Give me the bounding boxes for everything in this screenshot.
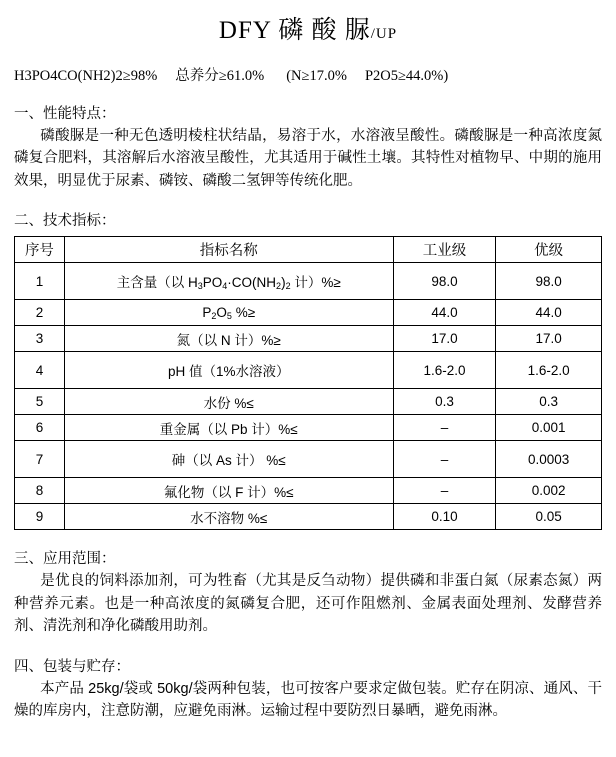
cell-premium-grade: 0.0003 xyxy=(496,441,602,478)
formula-part-2: 总养分≥61.0% xyxy=(175,68,265,84)
table-row xyxy=(15,352,602,389)
cell-no: 9 xyxy=(15,504,65,530)
cell-industrial-grade: 1.6-2.0 xyxy=(393,352,496,389)
cell-indicator-name: 砷（以 As 计） %≤ xyxy=(64,441,393,478)
table-row xyxy=(15,300,602,326)
cell-premium-grade: 98.0 xyxy=(496,263,602,300)
cell-premium-grade: 0.05 xyxy=(496,504,602,530)
cell-premium-grade: 17.0 xyxy=(496,326,602,352)
cell-indicator-name: 水份 %≤ xyxy=(64,389,393,415)
cell-no: 7 xyxy=(15,441,65,478)
cell-no: 3 xyxy=(15,326,65,352)
section-body-packaging xyxy=(14,678,602,723)
cell-indicator-name: 重金属（以 Pb 计）%≤ xyxy=(64,415,393,441)
cell-indicator-name: 氟化物（以 F 计）%≤ xyxy=(64,478,393,504)
section-body-performance-text: 磷酸脲是一种无色透明棱柱状结晶，易溶于水，水溶液呈酸性。磷酸脲是一种高浓度氮磷复合肥料，其溶解后水溶液呈酸性，尤其适用于碱性土壤。其特性对植物早、中期的施用效果，明显优于尿素、磷铵、磷酸二氢钾等传统化肥。 xyxy=(14,128,602,189)
column-header-industrial: 工业级 xyxy=(393,237,496,263)
table-row xyxy=(15,263,602,300)
specification-table xyxy=(14,236,602,530)
table-row xyxy=(15,389,602,415)
column-header-no: 序号 xyxy=(15,237,65,263)
page-title-main: DFY 磷 酸 脲 xyxy=(218,17,371,44)
cell-industrial-grade: – xyxy=(393,441,496,478)
cell-premium-grade: 1.6-2.0 xyxy=(496,352,602,389)
cell-industrial-grade: – xyxy=(393,415,496,441)
cell-no: 1 xyxy=(15,263,65,300)
document-page xyxy=(0,10,616,757)
table-row xyxy=(15,326,602,352)
cell-industrial-grade: 17.0 xyxy=(393,326,496,352)
section-heading-packaging: 四、包装与贮存： xyxy=(14,658,130,675)
cell-no: 8 xyxy=(15,478,65,504)
formula-part-4: P2O5≥44.0%) xyxy=(364,68,449,84)
cell-premium-grade: 0.002 xyxy=(496,478,602,504)
page-title-sub: /UP xyxy=(370,26,398,42)
formula-part-1: H3PO4CO(NH2)2≥98% xyxy=(14,68,158,84)
column-header-premium: 优级 xyxy=(496,237,602,263)
section-heading-specs: 二、技术指标： xyxy=(14,213,116,230)
table-body xyxy=(15,237,602,530)
cell-industrial-grade: 0.10 xyxy=(393,504,496,530)
table-row xyxy=(15,504,602,530)
cell-industrial-grade: – xyxy=(393,478,496,504)
cell-no: 6 xyxy=(15,415,65,441)
cell-industrial-grade: 44.0 xyxy=(393,300,496,326)
formula-part-3: (N≥17.0% xyxy=(286,68,347,84)
section-heading-application: 三、应用范围： xyxy=(14,551,116,568)
section-body-packaging-text: 本产品 25kg/袋或 50kg/袋两种包装，也可按客户要求定做包装。贮存在阴凉、通风、干燥的库房内，注意防潮，应避免雨淋。运输过程中要防烈日暴晒，避免雨淋。 xyxy=(14,680,602,720)
table-row xyxy=(15,415,602,441)
cell-no: 2 xyxy=(15,300,65,326)
cell-indicator-name: pH 值（1%水溶液） xyxy=(64,352,393,389)
section-body-application xyxy=(14,570,602,637)
column-header-name: 指标名称 xyxy=(64,237,393,263)
cell-no: 5 xyxy=(15,389,65,415)
cell-indicator-name: $P_2O_5$ %≥ xyxy=(64,300,393,326)
cell-no: 4 xyxy=(15,352,65,389)
section-body-performance xyxy=(14,125,602,192)
cell-industrial-grade: 0.3 xyxy=(393,389,496,415)
table-row xyxy=(15,478,602,504)
section-body-application-text: 是优良的饲料添加剂，可为牲畜（尤其是反刍动物）提供磷和非蛋白氮（尿素态氮）两种营养元素。也是一种高浓度的氮磷复合肥，还可作阻燃剂、金属表面处理剂、发酵营养剂、清洗剂和净化磷酸用助剂。 xyxy=(14,573,602,635)
table-row xyxy=(15,441,602,478)
formula-line xyxy=(14,64,602,85)
page-title xyxy=(14,10,602,46)
cell-indicator-name: 氮（以 N 计）%≥ xyxy=(64,326,393,352)
cell-premium-grade: 44.0 xyxy=(496,300,602,326)
table-header-row xyxy=(15,237,602,263)
cell-premium-grade: 0.3 xyxy=(496,389,602,415)
cell-indicator-name: 水不溶物 %≤ xyxy=(64,504,393,530)
cell-premium-grade: 0.001 xyxy=(496,415,602,441)
cell-indicator-name: 主含量（以 $H_3PO_4\cdot CO(NH_2)_2$ 计）%≥ xyxy=(64,263,393,300)
section-heading-performance: 一、性能特点： xyxy=(14,106,116,122)
cell-industrial-grade: 98.0 xyxy=(393,263,496,300)
